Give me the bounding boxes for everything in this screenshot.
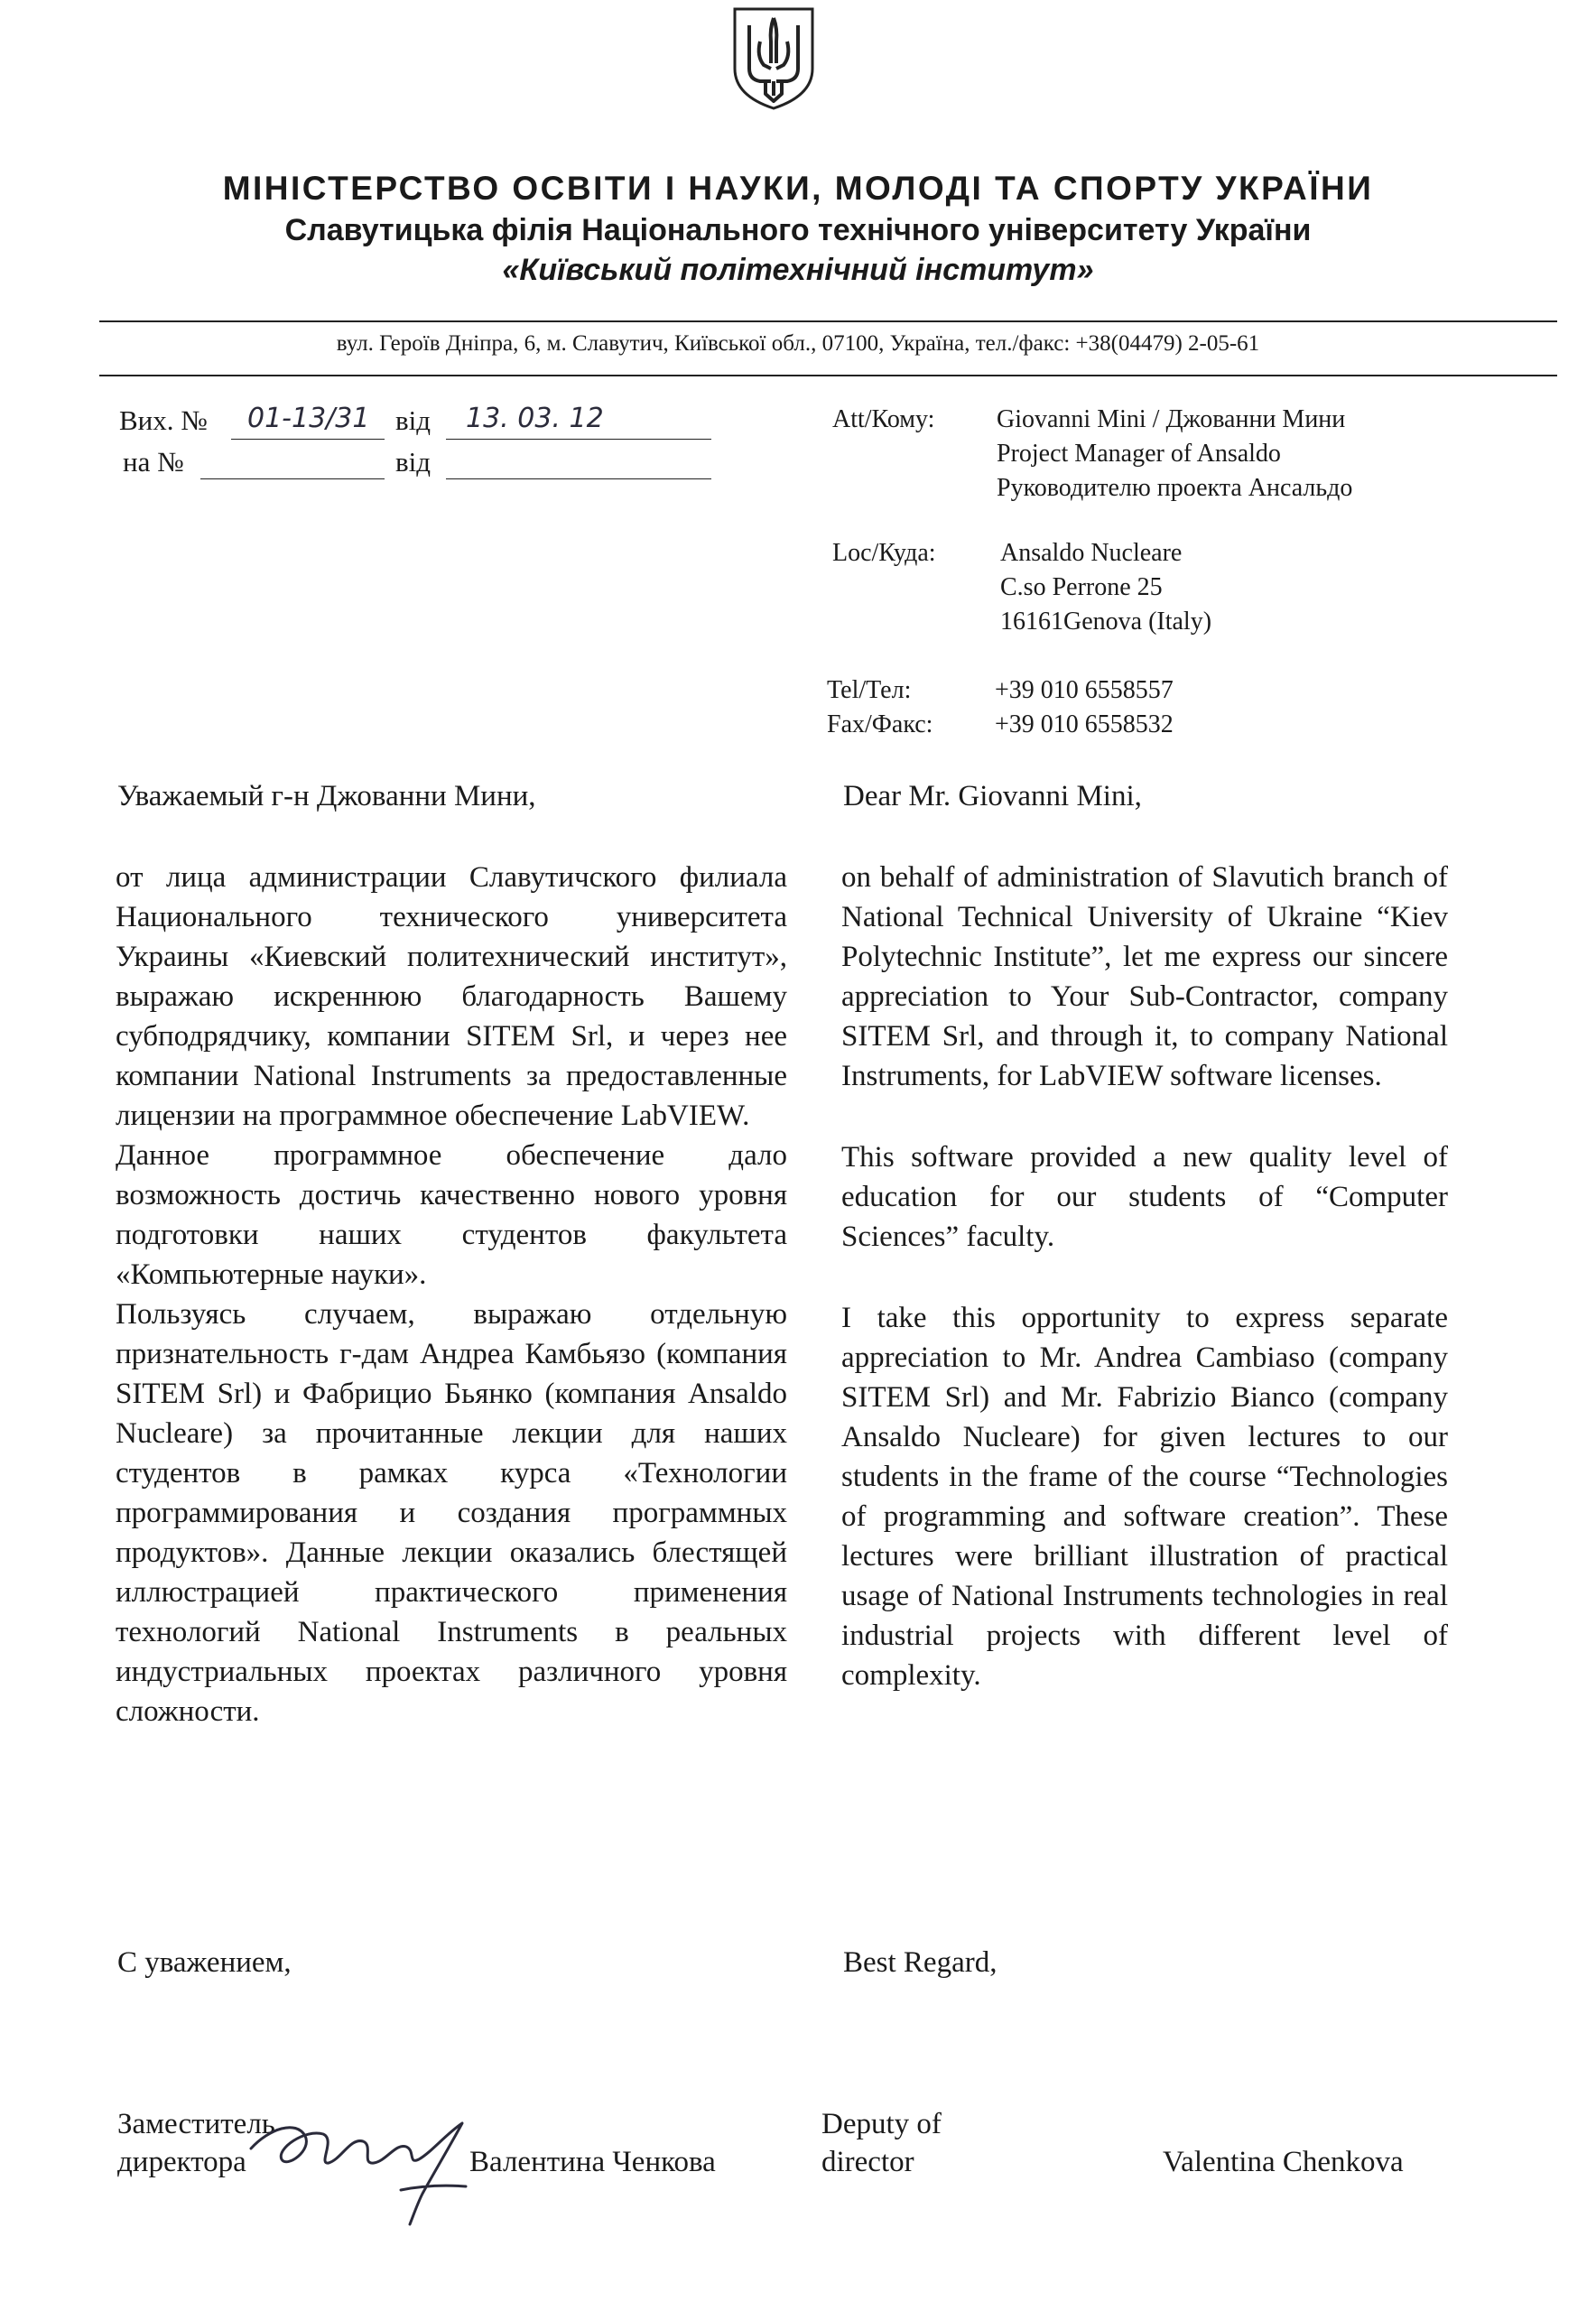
branch-title: Славутицька філія Національного технічного університету України	[284, 213, 1312, 247]
institution-address: вул. Героїв Дніпра, 6, м. Славутич, Київської обл., 07100, Україна, тел./факс: +38(04479) 2-05-61	[336, 331, 1260, 356]
loc-label: Loc/Куда:	[832, 539, 936, 567]
header-rule-top	[99, 320, 1557, 322]
att-label: Att/Кому:	[832, 405, 935, 433]
signatory-name-english: Valentina Chenkova	[1163, 2146, 1404, 2178]
letter-body-english	[841, 858, 1448, 1737]
loc-line-3: 16161Genova (Italy)	[1000, 608, 1212, 636]
institute-title: «Київський політехнічний інститут»	[502, 253, 1094, 287]
incoming-date-line	[446, 478, 711, 479]
paragraph-russian-2: Данное программное обеспечение дало возможность достичь качественно нового уровня подготовки наших студентов факультета «Компьютерные науки».	[116, 1139, 787, 1291]
paragraph-english-2: This software provided a new quality level of education for our students of “Computer Sciences” faculty.	[841, 1141, 1448, 1253]
position-russian-line-2: директора	[117, 2146, 246, 2178]
paragraph-english-3: I take this opportunity to express separate appreciation to Mr. Andrea Cambiaso (company SITEM Srl) and Mr. Fabrizio Bianco (company Ansaldo Nucleare) for given lectures to our students in the frame of the course “Technologies of programming and software creation”. These lectures were brilliant illustration of practical usage of National Instruments technologies in real industrial projects with different level of complexity.	[841, 1302, 1448, 1692]
greeting-english: Dear Mr. Giovanni Mini,	[843, 780, 1142, 812]
outgoing-date-line	[446, 439, 711, 440]
greeting-russian: Уважаемый г-н Джованни Мини,	[117, 780, 536, 812]
incoming-number-line	[200, 478, 385, 479]
fax-value: +39 010 6558532	[995, 710, 1174, 738]
tryzub-emblem-icon	[729, 5, 818, 112]
position-english-line-2: director	[821, 2146, 914, 2178]
handwritten-signature-icon	[242, 2093, 486, 2228]
fax-label: Fax/Факс:	[827, 710, 933, 738]
loc-line-1: Ansaldo Nucleare	[1000, 539, 1183, 567]
att-line-1: Giovanni Mini / Джованни Мини	[997, 405, 1346, 433]
outgoing-number-value: 01-13/31	[247, 403, 370, 434]
outgoing-date-label: від	[395, 404, 431, 436]
letter-body-russian	[116, 858, 787, 1731]
outgoing-date-value: 13. 03. 12	[466, 403, 604, 434]
header-rule-bottom	[99, 375, 1557, 376]
outgoing-number-line	[231, 439, 385, 440]
signatory-name-russian: Валентина Ченкова	[469, 2146, 716, 2178]
tel-value: +39 010 6558557	[995, 676, 1174, 704]
position-russian-line-1: Заместитель	[117, 2108, 275, 2140]
closing-english: Best Regard,	[843, 1946, 998, 1979]
incoming-date-label: від	[395, 446, 431, 478]
att-line-2: Project Manager of Ansaldo	[997, 440, 1281, 468]
outgoing-number-label: Вих. №	[119, 404, 208, 436]
tel-label: Tel/Тел:	[827, 676, 912, 704]
paragraph-russian-1: от лица администрации Славутичского филиала Национального технического университета Украины «Киевский политехнический институт», выражаю искреннюю благодарность Вашему субподрядчику, компании SITEM Srl, и через нее компании National Instruments за предоставленные лицензии на программное обеспечение LabVIEW.	[116, 861, 787, 1132]
position-english-line-1: Deputy of	[821, 2108, 942, 2140]
paragraph-russian-3: Пользуясь случаем, выражаю отдельную признательность г-дам Андреа Камбьязо (компания SITEM Srl) и Фабрицио Бьянко (компания Ansaldo Nucleare) за прочитанные лекции для наших студентов в рамках курса «Технологии программирования и создания программных продуктов». Данные лекции оказались блестящей иллюстрацией практического применения технологий National Instruments в реальных индустриальных проектах различного уровня сложности.	[116, 1298, 787, 1728]
incoming-number-label: на №	[123, 446, 184, 478]
loc-line-2: C.so Perrone 25	[1000, 573, 1163, 601]
paragraph-english-1: on behalf of administration of Slavutich branch of National Technical University of Ukraine “Kiev Polytechnic Institute”, let me express our sincere appreciation to Your Sub-Contractor, company SITEM Srl, and through it, to company National Instruments, for LabVIEW software licenses.	[841, 861, 1448, 1092]
closing-russian: С уважением,	[117, 1946, 292, 1979]
att-line-3: Руководителю проекта Ансальдо	[997, 474, 1353, 502]
ministry-title: МІНІСТЕРСТВО ОСВІТИ І НАУКИ, МОЛОДІ ТА СПОРТУ УКРАЇНИ	[222, 170, 1374, 207]
